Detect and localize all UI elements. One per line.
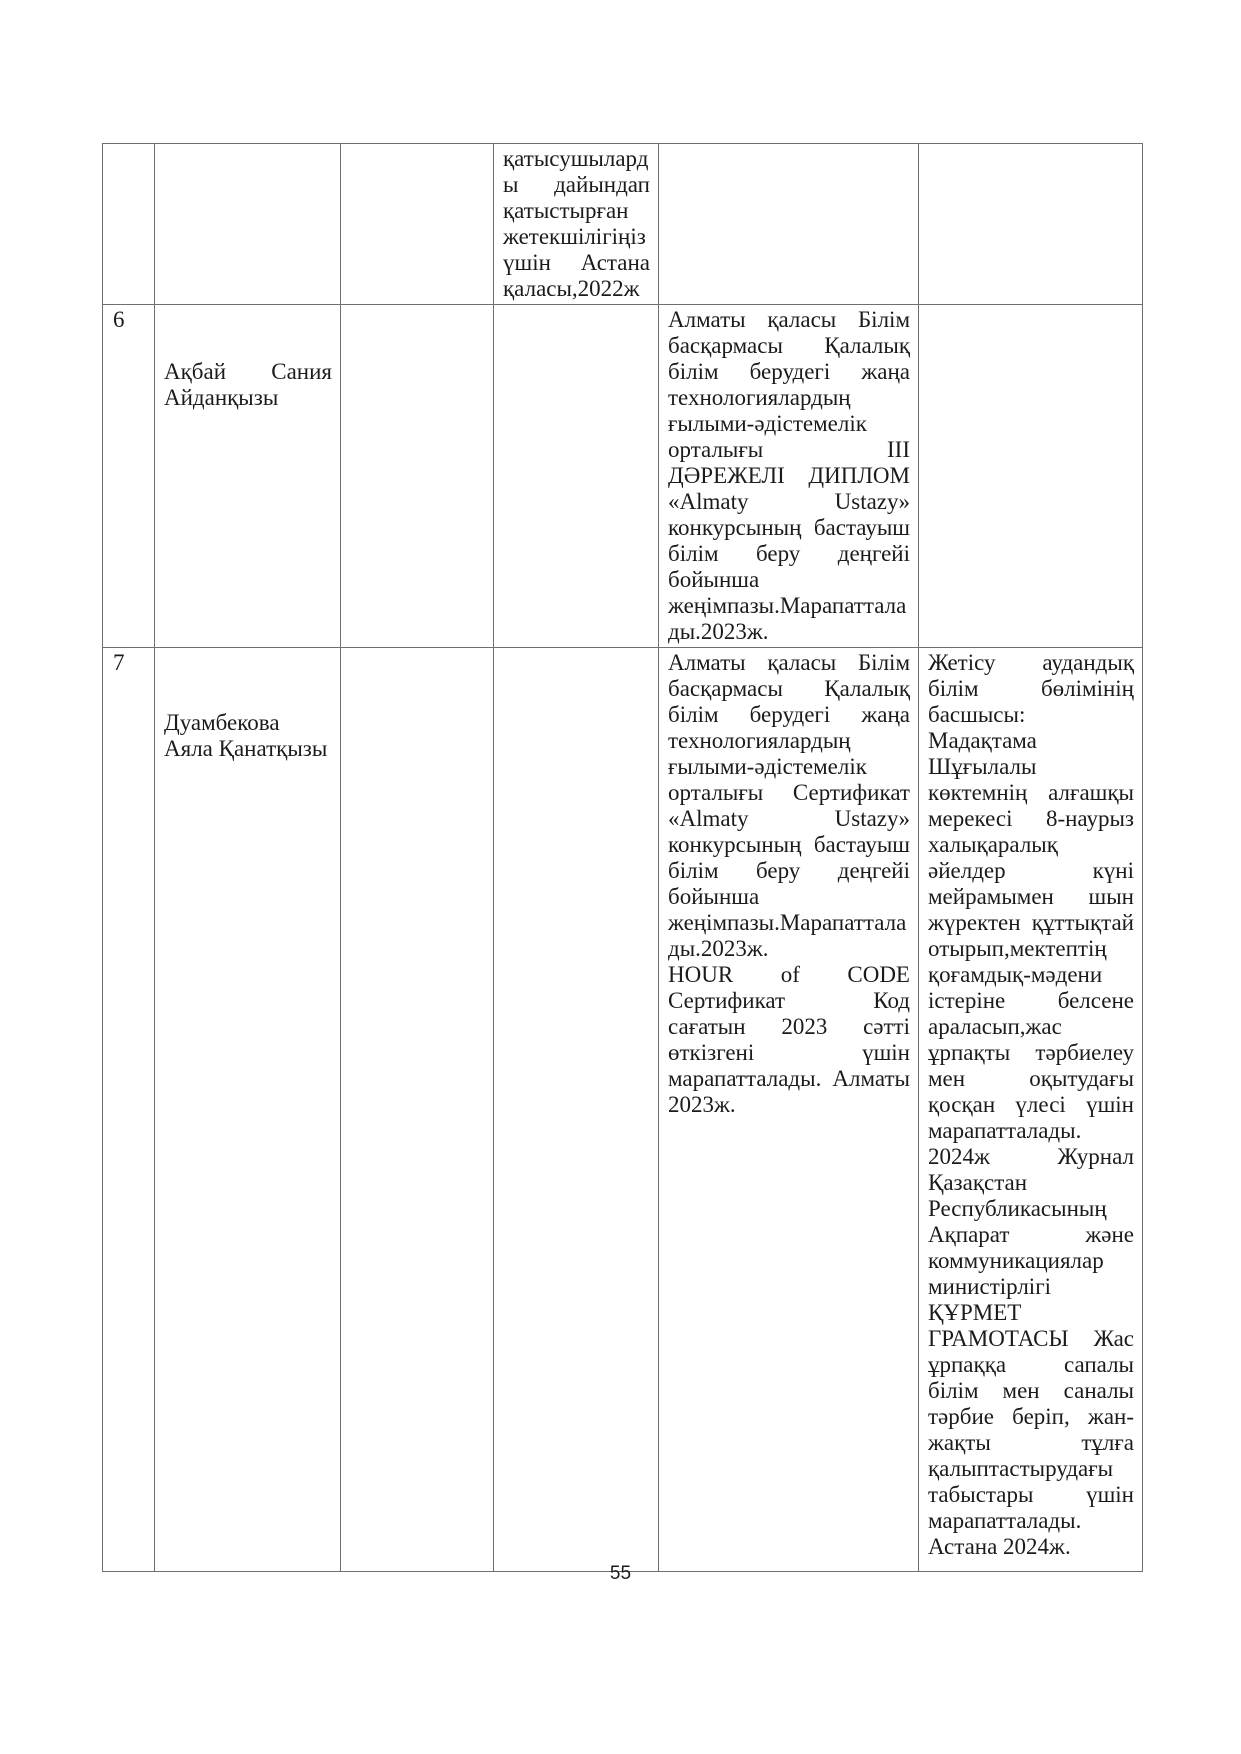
- page-number: 55: [609, 1563, 632, 1584]
- award-detail-cell: [659, 648, 919, 1572]
- empty-cell: [919, 305, 1143, 648]
- empty-cell: [341, 648, 494, 1572]
- name-cell: [155, 144, 341, 305]
- empty-cell: [494, 648, 659, 1572]
- empty-cell: [659, 144, 919, 305]
- empty-cell: [341, 144, 494, 305]
- empty-cell: [494, 305, 659, 648]
- paragraph: 2024ж Журнал Қазақстан Республикасының Ақпарат және коммуникациялар министірлігі ҚҰРМЕТ ГРАМОТАСЫ Жас ұрпаққа сапалы білім мен саналы тәрбие беріп, жан-жақты тұлға қалыптастырудағы табыстары үшін марапатталады. Астана 2024ж.: [928, 1144, 1134, 1559]
- paragraph: Жетісу аудандық білім бөлімінің басшысы: Мадақтама Шұғылалы көктемнің алғашқы мерекесі 8-наурыз халықаралық әйелдер күні мейрамымен шын жүректен құттықтай отырып,мектептің қоғамдық-мәдени істеріне белсене араласып,жас ұрпақты тәрбиелеу мен оқытудағы қосқан үлесі үшін марапатталады.: [928, 650, 1134, 1143]
- table-row-continued: [103, 144, 1143, 305]
- table-row-6: [103, 305, 1143, 648]
- award-detail-cell: [494, 144, 659, 305]
- paragraph: Алматы қаласы Білім басқармасы Қалалық білім берудегі жаңа технологиялардың ғылыми-әдістемелік орталығы III ДӘРЕЖЕЛІ ДИПЛОМ «Almaty Ustazy» конкурсының бастауыш білім беру деңгейі бойынша жеңімпазы.Марапатталады.2023ж.: [668, 307, 910, 644]
- paragraph: Алматы қаласы Білім басқармасы Қалалық білім берудегі жаңа технологиялардың ғылыми-әдістемелік орталығы Сертификат «Almaty Ustazy» конкурсының бастауыш білім беру деңгейі бойынша жеңімпазы.Марапатталады.2023ж.: [668, 650, 910, 961]
- award-detail-cell: [659, 305, 919, 648]
- award-note-cell: [919, 648, 1143, 1572]
- paragraph: қатысушыларды дайындап қатыстырған жетекшілігіңіз үшін Астана қаласы,2022ж: [503, 146, 650, 301]
- table-row-7: [103, 648, 1143, 1572]
- name-cell: Ақбай Сания Айданқызы: [155, 305, 341, 648]
- empty-cell: [341, 305, 494, 648]
- name-cell: Дуамбекова Аяла Қанатқызы: [155, 648, 341, 1572]
- awards-table: [102, 143, 1143, 1572]
- empty-cell: [919, 144, 1143, 305]
- paragraph: HOUR of CODE Сертификат Код сағатын 2023 сәтті өткізгені үшін марапатталады. Алматы 2023ж.: [668, 962, 910, 1117]
- row-number-cell: 7: [103, 648, 155, 1572]
- row-number-cell: [103, 144, 155, 305]
- row-number-cell: 6: [103, 305, 155, 648]
